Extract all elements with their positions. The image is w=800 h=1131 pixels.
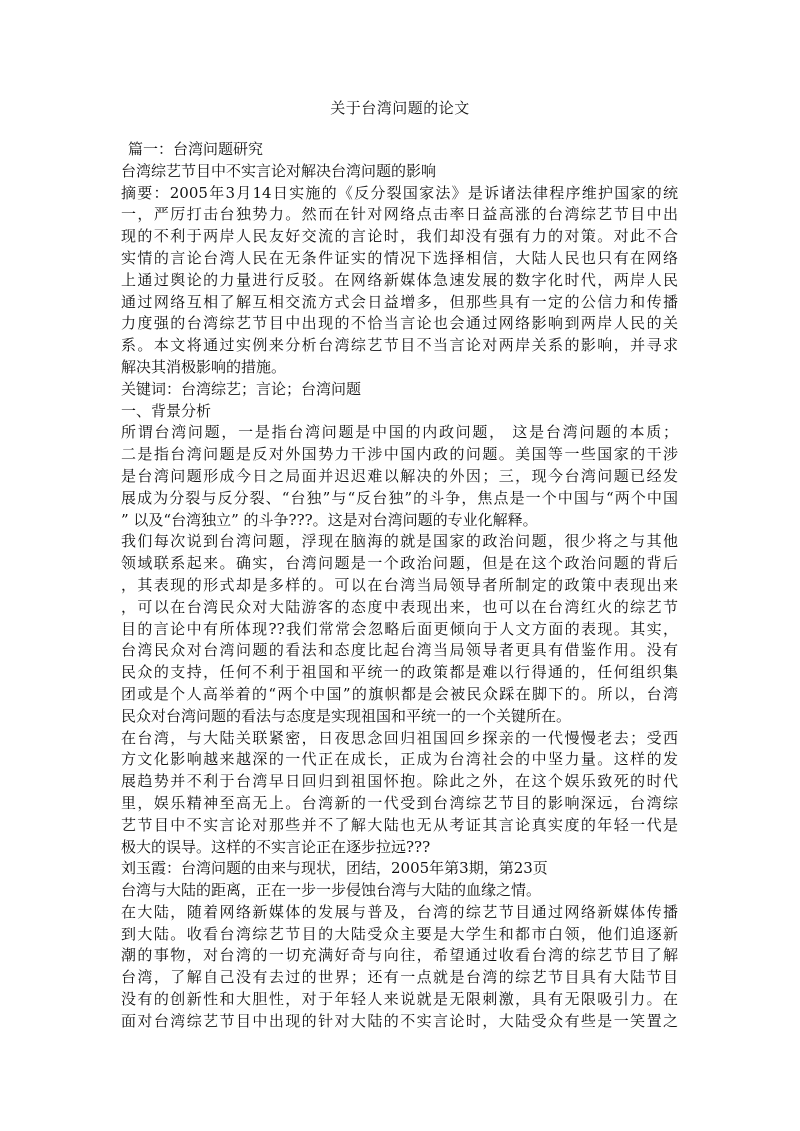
text-line: 领域联系起来。确实，台湾问题是一个政治问题，但是在这个政治问题的背后 [121,554,678,573]
text-line: 摘要：2005年3月14日实施的《反分裂国家法》是诉诸法律程序维护国家的统 [121,183,678,202]
text-line: 刘玉霞：台湾问题的由来与现状，团结，2005年第3期，第23页 [121,859,548,878]
text-line: 是台湾问题形成今日之局面并迟迟难以解决的外因；三，现今台湾问题已经发 [121,466,678,485]
text-line: 在台湾，与大陆关联紧密，日夜思念回归祖国回乡探亲的一代慢慢老去；受西 [121,728,678,747]
text-line: 一，严厉打击台独势力。然而在针对网络点击率日益高涨的台湾综艺节目中出 [121,205,678,224]
text-line: 民众的支持，任何不利于祖国和平统一的政策都是难以行得通的，任何组织集 [121,663,678,682]
text-line: 解决其消极影响的措施。 [121,357,287,376]
text-line: 一、背景分析 [121,401,212,420]
text-line: 没有的创新性和大胆性，对于年轻人来说就是无限刺激，具有无限吸引力。在 [121,990,678,1009]
text-line: 台湾，了解自己没有去过的世界；还有一点就是台湾的综艺节目具有大陆节目 [121,968,678,987]
text-line: 台湾与大陆的距离，正在一步一步侵蚀台湾与大陆的血缘之情。 [121,881,542,900]
text-line: 民众对台湾问题的看法与态度是实现祖国和平统一的一个关键所在。 [121,706,572,725]
text-line: 现的不利于两岸人民友好交流的言论时，我们却没有强有力的对策。对此不合 [121,227,678,246]
text-line: 台湾民众对台湾问题的看法和态度比起台湾当局领导者更具有借鉴作用。没有 [121,641,678,660]
text-line: ，其表现的形式却是多样的。可以在台湾当局领导者所制定的政策中表现出来 [121,575,678,594]
text-line: 潮的事物，对台湾的一切充满好奇与向往，希望通过收看台湾的综艺节目了解 [121,946,678,965]
text-line: 力度强的台湾综艺节目中出现的不恰当言论也会通过网络影响到两岸人民的关 [121,314,678,333]
text-line: 所谓台湾问题，一是指台湾问题是中国的内政问题， 这是台湾问题的本质； [121,423,678,442]
text-line: 实情的言论台湾人民在无条件证实的情况下选择相信，大陆人民也只有在网络 [121,248,678,267]
document-body [121,139,678,1033]
text-line: ，可以在台湾民众对大陆游客的态度中表现出来，也可以在台湾红火的综艺节 [121,597,678,616]
text-line: 艺节目中不实言论对那些并不了解大陆也无从考证其言论真实度的年轻一代是 [121,815,678,834]
text-line: 目的言论中有所体现??我们常常会忽略后面更倾向于人文方面的表现。其实， [121,619,678,638]
text-line: 篇一：台湾问题研究 [128,140,264,158]
text-line: 关键词：台湾综艺；言论；台湾问题 [121,379,362,398]
text-line: 团或是个人高举着的“两个中国”的旗帜都是会被民众踩在脚下的。所以，台湾 [121,684,678,703]
text-line: 里，娱乐精神至高无上。台湾新的一代受到台湾综艺节目的影响深远，台湾综 [121,793,678,812]
text-line: ” 以及“台湾独立” 的斗争???。这是对台湾问题的专业化解释。 [121,510,538,529]
document-title: 关于台湾问题的论文 [330,99,470,117]
text-line: 到大陆。收看台湾综艺节目的大陆受众主要是大学生和都市白领，他们追逐新 [121,924,678,943]
text-line: 二是指台湾问题是反对外国势力干涉中国内政的问题。美国等一些国家的干涉 [121,445,678,464]
text-line: 展趋势并不利于台湾早日回归到祖国怀抱。除此之外，在这个娱乐致死的时代 [121,772,678,791]
text-line: 台湾综艺节目中不实言论对解决台湾问题的影响 [121,161,437,180]
text-line: 我们每次说到台湾问题，浮现在脑海的就是国家的政治问题，很少将之与其他 [121,532,678,551]
text-line: 在大陆，随着网络新媒体的发展与普及，台湾的综艺节目通过网络新媒体传播 [121,902,678,921]
text-line: 通过网络互相了解互相交流方式会日益增多，但那些具有一定的公信力和传播 [121,292,678,311]
text-line: 极大的误导。这样的不实言论正在逐步拉远??? [121,837,431,856]
text-line: 面对台湾综艺节目中出现的针对大陆的不实言论时，大陆受众有些是一笑置之 [121,1011,678,1030]
text-line: 展成为分裂与反分裂、“台独”与“反台独”的斗争，焦点是一个中国与“两个中国 [121,488,678,507]
text-line: 方文化影响越来越深的一代正在成长，正成为台湾社会的中坚力量。这样的发 [121,750,678,769]
text-line: 上通过舆论的力量进行反驳。在网络新媒体急速发展的数字化时代，两岸人民 [121,270,678,289]
text-line: 系。本文将通过实例来分析台湾综艺节目不当言论对两岸关系的影响，并寻求 [121,336,678,355]
